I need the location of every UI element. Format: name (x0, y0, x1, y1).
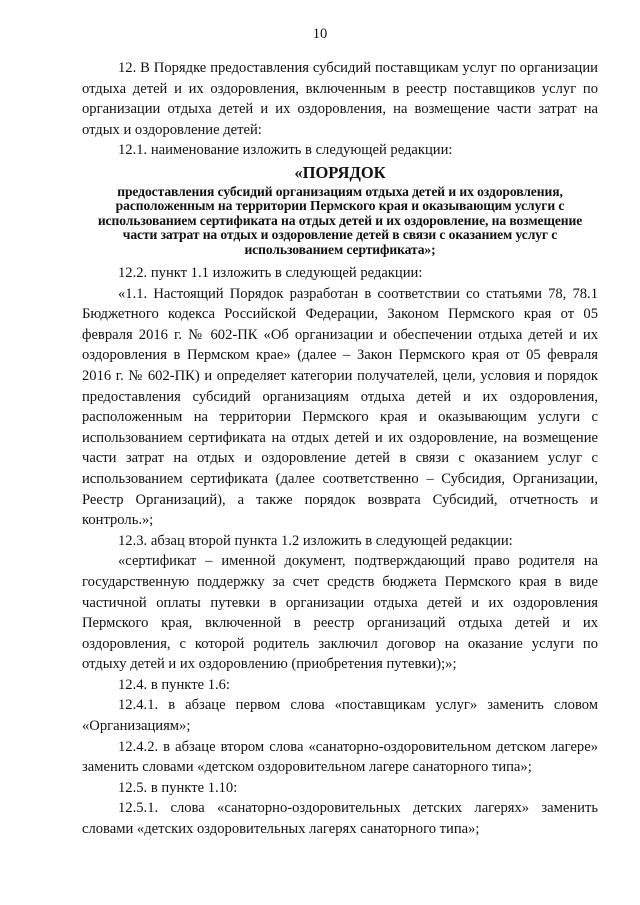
paragraph-12-4-2: 12.4.2. в абзаце втором слова «санаторно-оздоровительном детском лагере» заменить словами «детском оздоровительном лагере санаторного типа»; (82, 738, 598, 776)
paragraph-12-4-1: 12.4.1. в абзаце первом слова «поставщикам услуг» заменить словом «Организациям»; (82, 697, 598, 735)
page-number: 10 (312, 26, 328, 42)
paragraph-12-4: 12.4. в пункте 1.6: (118, 676, 230, 693)
document-body (82, 58, 598, 840)
paragraph-1-1-quote: «1.1. Настоящий Порядок разработан в соответствии со статьями 78, 78.1 Бюджетного кодекса Российской Федерации, Законом Пермского края от 05 февраля 2016 г. № 602-ПК «Об организации и обеспечении отдыха детей и их оздоровления в Пермском крае» (далее – Закон Пермского края от 05 февраля 2016 г. № 602-ПК) и определяет категории получателей, цели, условия и порядок предоставления субсидий организациям отдыха детей и их оздоровления, расположенным на территории Пермского края и оказывающим услуги с использованием сертификата на отдых детей и их оздоровление, на возмещение части затрат на отдых и оздоровление детей в связи с оказанием услуг с использованием сертификата (далее соответственно – Субсидия, Организации, Реестр Организаций), а также порядок возврата Субсидий, отчетность и контроль.»; (82, 285, 598, 529)
paragraph-certificate-quote: «сертификат – именной документ, подтверждающий право родителя на государственную поддержку за счет средств бюджета Пермского края в виде частичной оплаты путевки в организации отдыха детей и их оздоровления Пермского края, включенной в реестр организаций отдыха детей и их оздоровления, с которой родитель заключил договор на оказание услуги по отдыху детей и их оздоровлению (приобретения путевки);»; (82, 553, 598, 673)
document-subtitle: предоставления субсидий организациям отдыха детей и их оздоровления, расположенным на территории Пермского края и оказывающим услуги с использованием сертификата на отдых детей и их оздоровление, на возмещение части затрат на отдых и оздоровление детей в связи с оказанием услуг с использованием сертификата»; (97, 183, 583, 257)
document-title: «ПОРЯДОК (294, 162, 386, 182)
paragraph-12-2: 12.2. пункт 1.1 изложить в следующей редакции: (118, 265, 423, 281)
paragraph-12-3: 12.3. абзац второй пункта 1.2 изложить в следующей редакции: (118, 532, 513, 549)
paragraph-12-5: 12.5. в пункте 1.10: (118, 779, 238, 796)
paragraph-12-1: 12.1. наименование изложить в следующей редакции: (118, 142, 453, 159)
paragraph-12: 12. В Порядке предоставления субсидий поставщикам услуг по организации отдыха детей и их оздоровления, включенным в реестр поставщиков услуг по организации отдыха детей и их оздоровления, на возмещение части затрат на отдых и оздоровление детей: (82, 60, 598, 138)
paragraph-12-5-1: 12.5.1. слова «санаторно-оздоровительных детских лагерях» заменить словами «детских оздоровительных лагерях санаторного типа»; (82, 800, 598, 838)
